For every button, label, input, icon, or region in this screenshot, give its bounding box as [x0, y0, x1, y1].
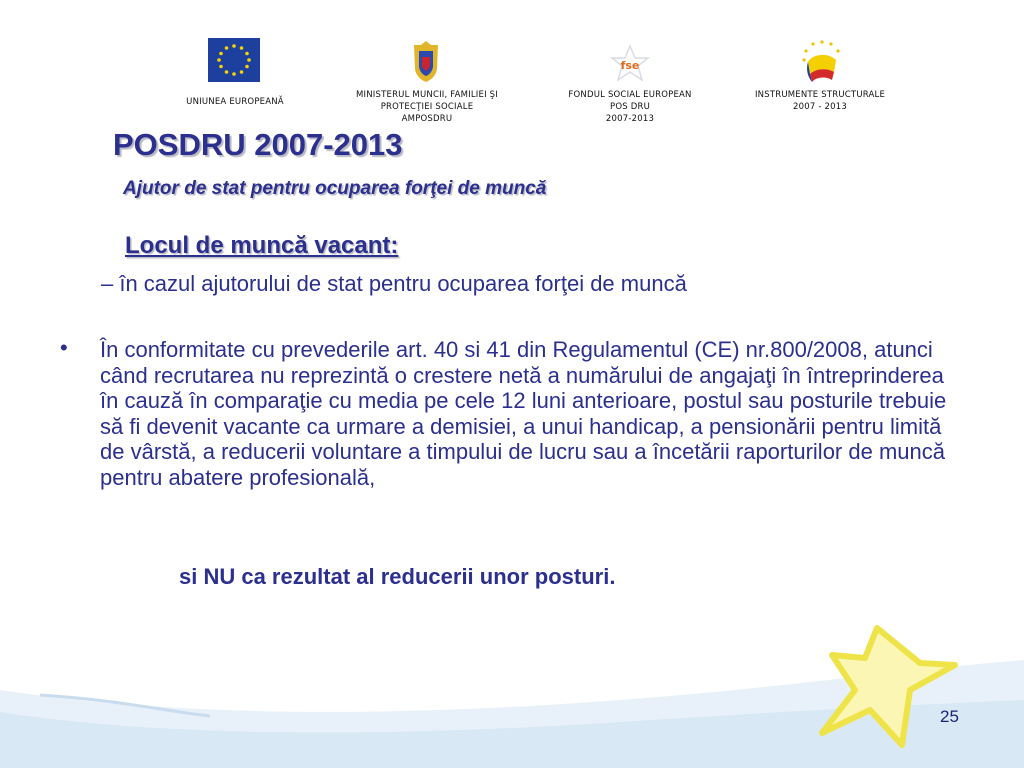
bullet-paragraph: În conformitate cu prevederile art. 40 si 41 din Regulamentul (CE) nr.800/2008, atunci când recrutarea nu reprezintă o crestere netă a numărului de angajaţi în întreprinderea în cauză în comparaţie cu media pe cele 12 luni anterioare, postul sau posturile trebuie să fi devenit vacante ca urmare a demisiei, a unui handicap, a pensionării pentru limită de vârstă, a reducerii voluntare a timpului de lucru sau a încetării raporturilor de muncă pentru abatere profesională, [100, 337, 947, 490]
section-heading: Locul de muncă vacant: [125, 232, 399, 259]
logo-caption-fse: FONDUL SOCIAL EUROPEAN POS DRU 2007-2013 [568, 90, 692, 124]
logo-caption-eu: UNIUNEA EUROPEANĂ [186, 97, 284, 107]
slide-title: POSDRU 2007-2013 [113, 127, 403, 162]
page-number: 25 [940, 707, 959, 726]
fse-icon [608, 44, 652, 84]
logo-eu [208, 38, 260, 87]
logo-fse [608, 44, 652, 89]
coat-of-arms-icon [411, 39, 441, 83]
logo-caption-structural: INSTRUMENTE STRUCTURALE 2007 - 2013 [754, 90, 886, 112]
eu-flag-icon [208, 38, 260, 82]
bullet-marker: • [60, 335, 68, 360]
fse-logo-text: fse [620, 59, 640, 72]
structural-instruments-icon [798, 38, 846, 84]
dash-line: – în cazul ajutorului de stat pentru ocuparea forţei de muncă [101, 271, 687, 296]
slide-subtitle: Ajutor de stat pentru ocuparea forţei de muncă [123, 178, 547, 199]
emphasis-line: si NU ca rezultat al reducerii unor posturi. [179, 564, 616, 589]
logo-ministry [411, 39, 441, 88]
logo-structural [798, 38, 846, 89]
logo-caption-ministry: MINISTERUL MUNCII, FAMILIEI ŞI PROTECŢIEI SOCIALE AMPOSDRU [356, 90, 498, 124]
